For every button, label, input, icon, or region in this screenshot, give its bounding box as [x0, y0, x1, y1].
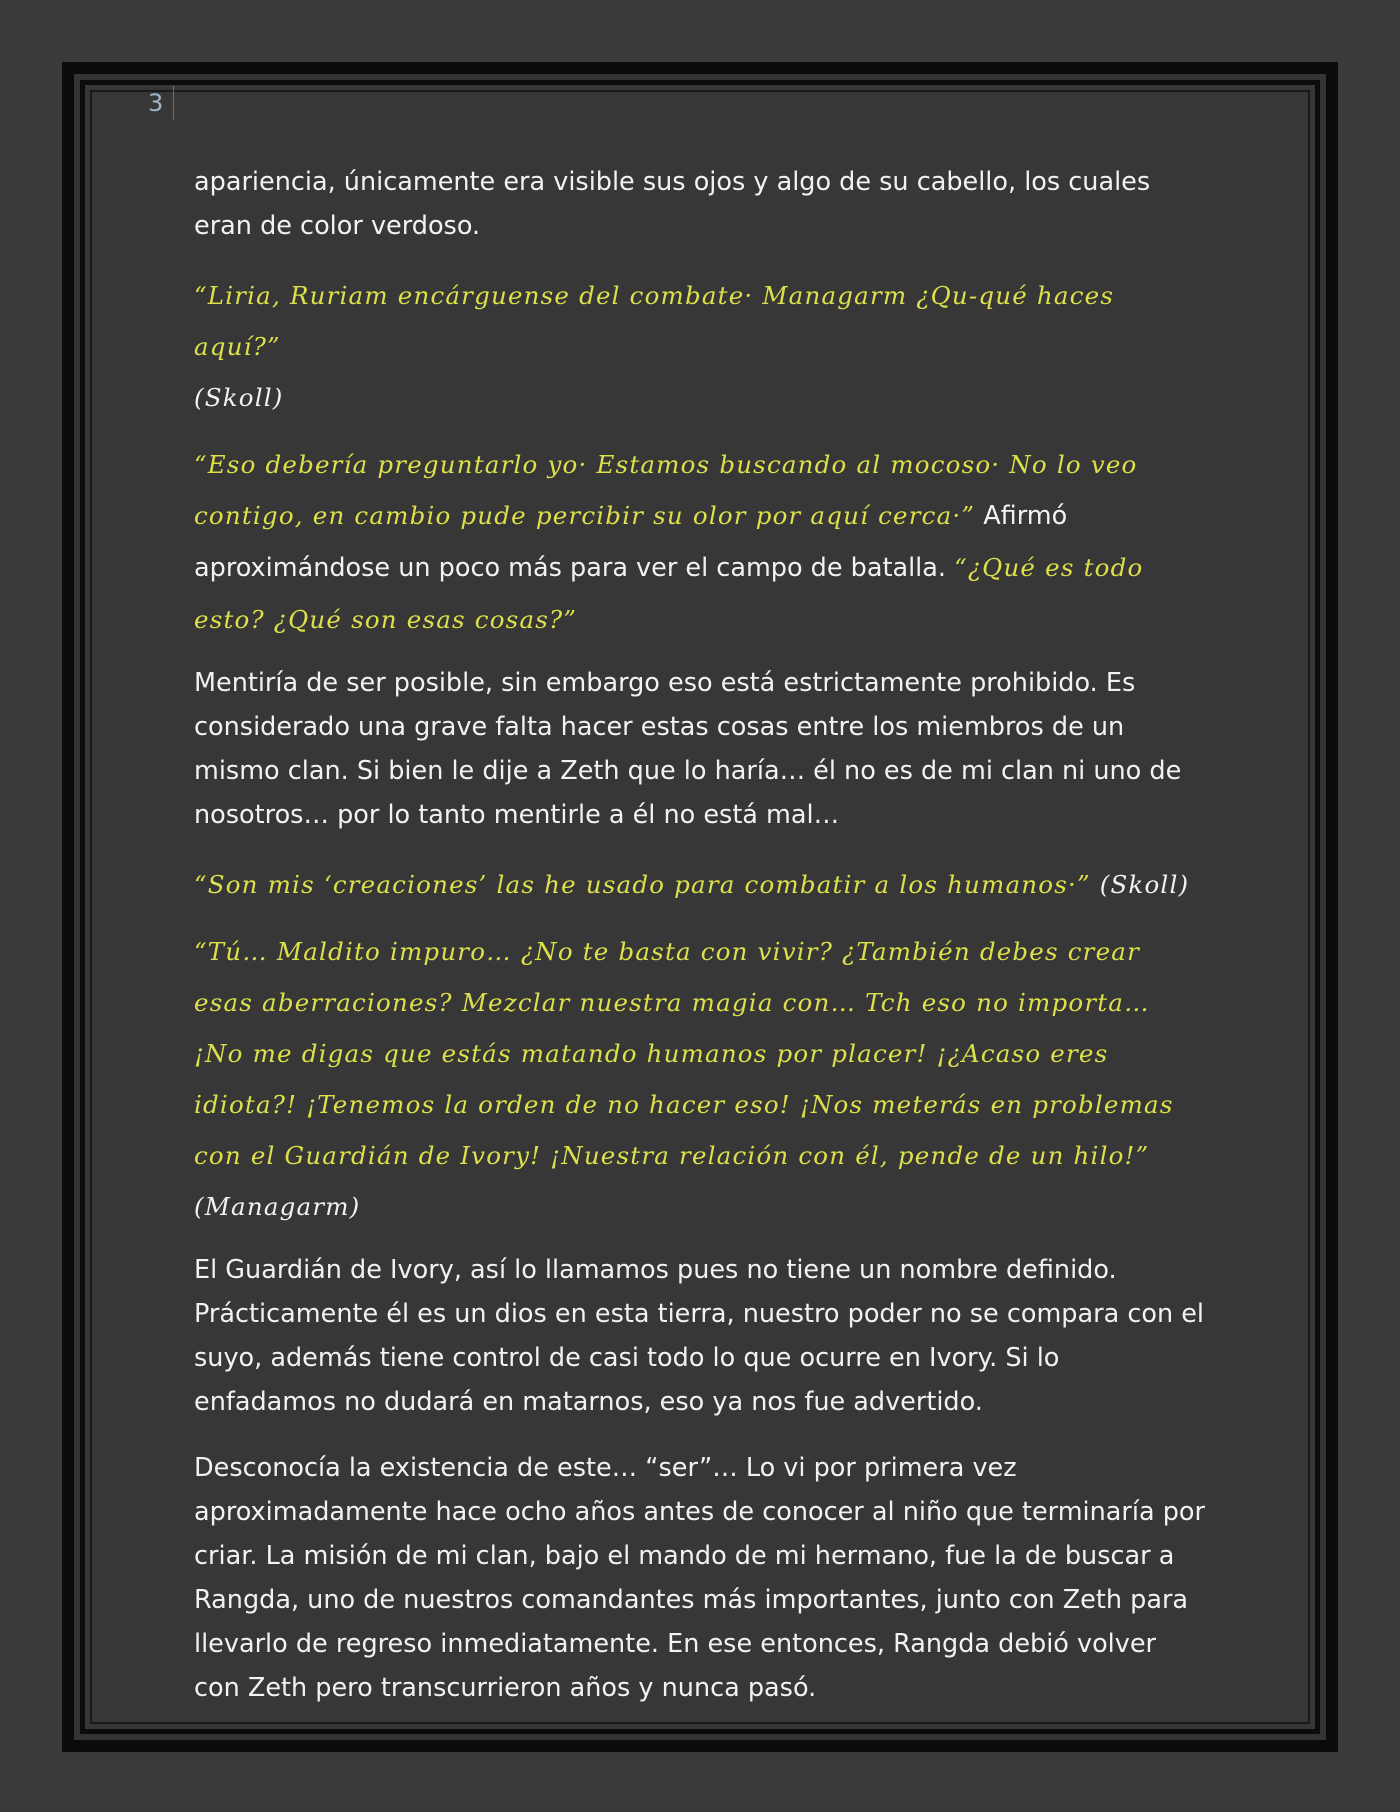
dialogue-quote: “Tú… Maldito impuro… ¿No te basta con vivir? ¿También debes crear esas aberraciones? Mezclar nuestra magia con… Tch eso no importa… ¡No me digas que estás matando humanos por placer! ¡¿Acaso eres idiota?! ¡Tenemos la orden de no hacer eso! ¡Nos meterás en problemas con el Guardián de Ivory! ¡Nuestra relación con él, pende de un hilo!” [194, 937, 1174, 1170]
dialogue-quote: “¿Qué es todo esto? ¿Qué son esas cosas?” [194, 553, 1144, 634]
narration-paragraph: Mentiría de ser posible, sin embargo eso está estrictamente prohibido. Es considerado una grave falta hacer estas cosas entre los miembros de un mismo clan. Si bien le dije a Zeth que lo haría… él no es de mi clan ni uno de nosotros… por lo tanto mentirle a él no está mal… [194, 668, 1182, 830]
inline-narration: Afirmó aproximándose un poco más para ver el campo de batalla. [194, 501, 1068, 583]
narration-paragraph: El Guardián de Ivory, así lo llamamos pues no tiene un nombre definido. Prácticamente él es un dios en esta tierra, nuestro poder no se compara con el suyo, además tiene control de casi todo lo que ocurre en Ivory. Si lo enfadamos no dudará en matarnos, eso ya nos fue advertido. [194, 1255, 1204, 1417]
dialogue-paragraph [194, 859, 1206, 910]
speaker-tag: (Skoll) [194, 383, 284, 412]
dialogue-paragraph [194, 270, 1206, 423]
speaker-tag: (Managarm) [194, 1192, 361, 1221]
speaker-tag: (Skoll) [1090, 870, 1190, 899]
dialogue-quote: “Eso debería preguntarlo yo· Estamos buscando al mocoso· No lo veo contigo, en cambio pude percibir su olor por aquí cerca·” [194, 450, 1138, 530]
dialogue-quote: “Son mis ‘creaciones’ las he usado para combatir a los humanos·” [194, 870, 1091, 899]
dialogue-paragraph [194, 439, 1206, 645]
narration-paragraph: apariencia, únicamente era visible sus ojos y algo de su cabello, los cuales eran de color verdoso. [194, 167, 1151, 241]
page-content [194, 160, 1206, 1732]
narration-paragraph: Desconocía la existencia de este… “ser”… Lo vi por primera vez aproximadamente hace ocho años antes de conocer al niño que terminaría por criar. La misión de mi clan, bajo el mando de mi hermano, fue la de buscar a Rangda, uno de nuestros comandantes más importantes, junto con Zeth para llevarlo de regreso inmediatamente. En ese entonces, Rangda debió volver con Zeth pero transcurrieron años y nunca pasó. [194, 1453, 1205, 1703]
dialogue-paragraph [194, 926, 1206, 1232]
page-number: 3 [148, 86, 174, 120]
dialogue-quote: “Liria, Ruriam encárguense del combate· Managarm ¿Qu-qué haces aquí?” [194, 281, 1115, 361]
